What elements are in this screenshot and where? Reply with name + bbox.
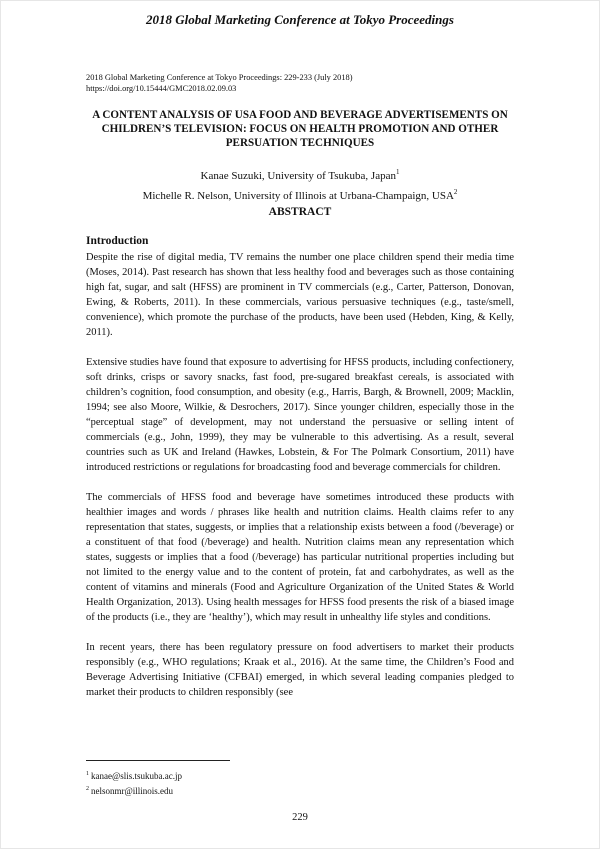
paragraph: Extensive studies have found that exposure to advertising for HFSS products, including confectionery, soft drinks, crisps or savory snacks, fast food, pre-sugared breakfast cereals, is associated with children’s cognition, food consumption, and obesity (e.g., Harris, Bargh, & Brownell, 2009; Macklin, 1994; see also Moore, Wilkie, & Desrochers, 2017). Since younger children, especially those in the “perceptual stage” of development, may not understand the persuasive or selling intent of commercials (e.g., John, 1999), they may be vulnerable to this advertising. As a result, several countries such as UK and Ireland (Hawkes, Lobstein, & For The Polmark Consortium, 2011) have introduced restrictions or regulations for broadcasting food and beverage commercials for children. (86, 357, 514, 473)
footnote-marker: 1 (86, 771, 89, 777)
author-affiliation: Kanae Suzuki, University of Tsukuba, Japan (200, 170, 396, 182)
author-affiliation: Michelle R. Nelson, University of Illinois at Urbana-Champaign, USA (142, 190, 454, 202)
author-line (60, 184, 540, 204)
section-heading: Introduction (86, 235, 149, 247)
doi-link[interactable]: https://doi.org/10.15444/GMC2018.02.09.03 (86, 84, 237, 93)
paragraph: In recent years, there has been regulatory pressure on food advertisers to market their products responsibly (e.g., WHO regulations; Kraak et al., 2016). At the same time, the Children’s Food and Beverage Advertising Initiative (CFBAI) emerged, in which several leading companies pledged to market their products to children responsibly (see (86, 642, 514, 698)
footnote-marker: 2 (453, 188, 458, 196)
footnote-marker: 2 (86, 785, 89, 792)
page-number: 229 (292, 812, 308, 823)
citation-block (86, 72, 353, 94)
author-list (60, 164, 540, 204)
footnote-email[interactable]: nelsonmr@illinois.edu (91, 785, 174, 796)
footnote-marker: 1 (395, 168, 400, 176)
citation-line: 2018 Global Marketing Conference at Tokyo Proceedings: 229-233 (July 2018) (86, 73, 353, 82)
author-line (60, 164, 540, 184)
running-header: 2018 Global Marketing Conference at Tokyo Proceedings (146, 12, 454, 27)
footnote-email[interactable]: kanae@slis.tsukuba.ac.jp (91, 771, 183, 781)
paper-title: A CONTENT ANALYSIS OF USA FOOD AND BEVERAGE ADVERTISEMENTS ON CHILDREN’S TELEVISION: FOCUS ON HEALTH PROMOTION AND OTHER PERSUATION TECHNIQUES (92, 109, 508, 149)
footnotes (86, 768, 182, 797)
body-text (86, 250, 514, 715)
footnote-divider (86, 760, 230, 761)
paragraph: Despite the rise of digital media, TV remains the number one place children spend their media time (Moses, 2014). Past research has shown that less healthy food and beverages such as those containing high fat, sugar, and salt (HFSS) are prominent in TV commercials (e.g., Carter, Patterson, Donovan, Ewing, & Roberts, 2011). In these commercials, various persuasive techniques (e.g., taste/smell, convenience), which promote the purchase of the products, have been used (Hebden, King, & Kelly, 2011). (86, 252, 514, 338)
paragraph: The commercials of HFSS food and beverage have sometimes introduced these products with healthier images and words / phrases like health and nutrition claims. Health claims refer to any representation that states, suggests, or implies that a relationship exists between a food (/beverage) or a constituent of that food (/beverage) and health. Nutrition claims mean any representation which states, suggests or implies that a food (/beverage) has particular nutritional properties including but not limited to the energy value and to the content of protein, fat and carbohydrates, as well as the content of vitamins and minerals (Food and Agriculture Organization of the United States & World Health Organization, 2013). Using health messages for HFSS food presents the risk of a biased image of the products (i.e., they are ‘healthy’), which may result in unhealthy life styles and conditions. (86, 492, 514, 623)
abstract-heading: ABSTRACT (268, 206, 332, 218)
footnote (86, 783, 182, 798)
footnote (86, 768, 182, 783)
